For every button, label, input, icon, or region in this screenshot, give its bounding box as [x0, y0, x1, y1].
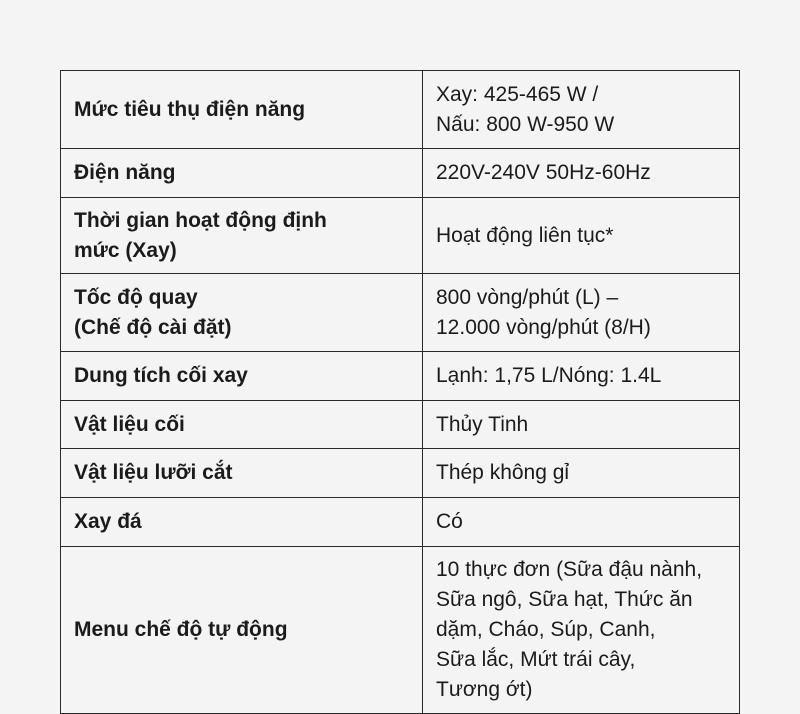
table-row [61, 352, 740, 401]
spec-label: Mức tiêu thụ điện năng [61, 71, 423, 149]
spec-label: Vật liệu lưỡi cắt [61, 449, 423, 498]
table-row [61, 198, 740, 274]
spec-value: Xay: 425-465 W / Nấu: 800 W-950 W [423, 71, 740, 149]
table-row [61, 449, 740, 498]
spec-value: Hoạt động liên tục* [423, 198, 740, 274]
spec-value: 800 vòng/phút (L) – 12.000 vòng/phút (8/H) [423, 274, 740, 352]
spec-label: Điện năng [61, 149, 423, 198]
spec-value: Lạnh: 1,75 L/Nóng: 1.4L [423, 352, 740, 401]
spec-value: 10 thực đơn (Sữa đậu nành, Sữa ngô, Sữa hạt, Thức ăn dặm, Cháo, Súp, Canh, Sữa lắc, Mứt trái cây, Tương ớt) [423, 547, 740, 714]
spec-value: Thép không gỉ [423, 449, 740, 498]
table-row [61, 547, 740, 714]
spec-label: Thời gian hoạt động định mức (Xay) [61, 198, 423, 274]
spec-label: Vật liệu cối [61, 401, 423, 449]
spec-table [60, 70, 740, 714]
spec-value: Có [423, 498, 740, 547]
spec-value: Thủy Tinh [423, 401, 740, 449]
table-row [61, 498, 740, 547]
table-row [61, 274, 740, 352]
table-row [61, 149, 740, 198]
spec-label: Tốc độ quay (Chế độ cài đặt) [61, 274, 423, 352]
table-row [61, 71, 740, 149]
spec-label: Xay đá [61, 498, 423, 547]
table-row [61, 401, 740, 449]
spec-label: Menu chế độ tự động [61, 547, 423, 714]
spec-label: Dung tích cối xay [61, 352, 423, 401]
spec-value: 220V-240V 50Hz-60Hz [423, 149, 740, 198]
